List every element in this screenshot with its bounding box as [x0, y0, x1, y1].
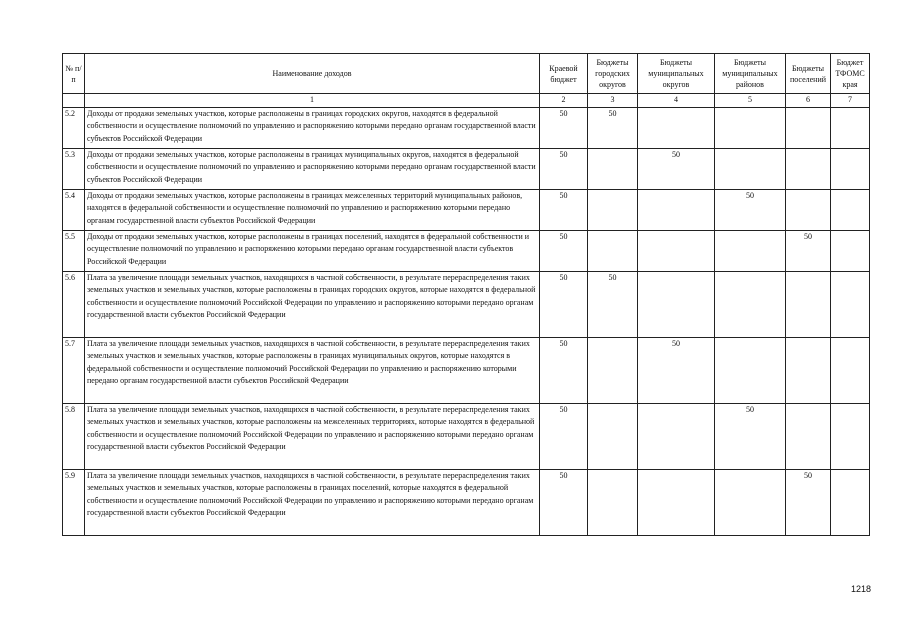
value-municipal-raionov: [715, 107, 786, 148]
value-poselenii: 50: [786, 469, 831, 535]
revenue-name: Плата за увеличение площади земельных участков, находящихся в частной собственности, в результате перераспределения таких земельных участков и земельных участков, которые расположены на межселенных территориях, которые находятся в федеральной собственности и осуществление полномочий Российской Федерации по управлению и распоряжению которыми передано органам государственной власти субъектов Российской Федерации: [85, 403, 540, 469]
value-municipal-okrugov: 50: [638, 148, 715, 189]
value-kraevoi: 50: [540, 107, 588, 148]
value-poselenii: [786, 403, 831, 469]
value-kraevoi: 50: [540, 271, 588, 337]
column-number: 7: [831, 94, 870, 108]
value-tfoms: [831, 230, 870, 271]
value-gorodskih: [588, 337, 638, 403]
value-municipal-okrugov: [638, 189, 715, 230]
header-gorodskih: Бюджеты городских округов: [588, 54, 638, 94]
value-municipal-raionov: [715, 148, 786, 189]
row-number: 5.6: [63, 271, 85, 337]
table-row: [63, 107, 870, 148]
column-number-blank: [63, 94, 85, 108]
row-number: 5.7: [63, 337, 85, 403]
value-tfoms: [831, 469, 870, 535]
value-gorodskih: [588, 148, 638, 189]
value-kraevoi: 50: [540, 337, 588, 403]
column-number: 5: [715, 94, 786, 108]
table-row: [63, 337, 870, 403]
header-municipal-okrugov: Бюджеты муниципальных округов: [638, 54, 715, 94]
revenue-distribution-table: [62, 53, 870, 536]
table-row: [63, 469, 870, 535]
table-row: [63, 189, 870, 230]
value-municipal-okrugov: [638, 107, 715, 148]
row-number: 5.4: [63, 189, 85, 230]
value-municipal-raionov: [715, 337, 786, 403]
page-number: 1218: [851, 584, 872, 594]
value-tfoms: [831, 189, 870, 230]
value-gorodskih: [588, 189, 638, 230]
value-gorodskih: [588, 403, 638, 469]
column-number: 6: [786, 94, 831, 108]
value-municipal-okrugov: [638, 271, 715, 337]
revenue-name: Плата за увеличение площади земельных участков, находящихся в частной собственности, в результате перераспределения таких земельных участков и земельных участков, которые расположены в границах городских округов, которые находятся в федеральной собственности и осуществление полномочий Российской Федерации по управлению и распоряжению которыми передано органам государственной власти субъектов Российской Федерации: [85, 271, 540, 337]
value-poselenii: [786, 107, 831, 148]
value-gorodskih: [588, 230, 638, 271]
value-gorodskih: [588, 469, 638, 535]
value-municipal-okrugov: [638, 403, 715, 469]
value-municipal-okrugov: [638, 230, 715, 271]
value-poselenii: [786, 337, 831, 403]
revenue-name: Доходы от продажи земельных участков, которые расположены в границах муниципальных округов, находятся в федеральной собственности и осуществление полномочий по управлению и распоряжению которыми передано органам государственной власти субъектов Российской Федерации: [85, 148, 540, 189]
column-number: 3: [588, 94, 638, 108]
value-tfoms: [831, 403, 870, 469]
value-poselenii: [786, 148, 831, 189]
value-kraevoi: 50: [540, 469, 588, 535]
revenue-name: Доходы от продажи земельных участков, которые расположены в границах межселенных территорий муниципальных районов, находятся в федеральной собственности и осуществление полномочий по управлению и распоряжению которыми передано органам государственной власти субъектов Российской Федерации: [85, 189, 540, 230]
header-kraevoi: Краевой бюджет: [540, 54, 588, 94]
revenue-name: Доходы от продажи земельных участков, которые расположены в границах городских округов, находятся в федеральной собственности и осуществление полномочий по управлению и распоряжению которыми передано органам государственной власти субъектов Российской Федерации: [85, 107, 540, 148]
header-name: Наименование доходов: [85, 54, 540, 94]
column-number-row: [63, 94, 870, 108]
value-municipal-raionov: [715, 271, 786, 337]
value-municipal-raionov: 50: [715, 403, 786, 469]
row-number: 5.8: [63, 403, 85, 469]
table-row: [63, 230, 870, 271]
header-no: № п/п: [63, 54, 85, 94]
value-municipal-raionov: 50: [715, 189, 786, 230]
value-gorodskih: 50: [588, 107, 638, 148]
row-number: 5.5: [63, 230, 85, 271]
column-number: 2: [540, 94, 588, 108]
revenue-name: Плата за увеличение площади земельных участков, находящихся в частной собственности, в результате перераспределения таких земельных участков и земельных участков, которые расположены в границах поселений, которые находятся в федеральной собственности и осуществление полномочий Российской Федерации по управлению и распоряжению которыми передано органам государственной власти субъектов Российской Федерации: [85, 469, 540, 535]
row-number: 5.2: [63, 107, 85, 148]
header-row: [63, 54, 870, 94]
value-kraevoi: 50: [540, 148, 588, 189]
header-poselenii: Бюджеты поселений: [786, 54, 831, 94]
value-municipal-okrugov: [638, 469, 715, 535]
value-gorodskih: 50: [588, 271, 638, 337]
column-number: 1: [85, 94, 540, 108]
value-poselenii: [786, 189, 831, 230]
value-poselenii: [786, 271, 831, 337]
value-poselenii: 50: [786, 230, 831, 271]
row-number: 5.3: [63, 148, 85, 189]
value-municipal-okrugov: 50: [638, 337, 715, 403]
value-tfoms: [831, 271, 870, 337]
value-kraevoi: 50: [540, 230, 588, 271]
value-municipal-raionov: [715, 230, 786, 271]
header-municipal-raionov: Бюджеты муниципальных районов: [715, 54, 786, 94]
header-tfoms: Бюджет ТФОМС края: [831, 54, 870, 94]
value-kraevoi: 50: [540, 403, 588, 469]
table-row: [63, 271, 870, 337]
value-municipal-raionov: [715, 469, 786, 535]
row-number: 5.9: [63, 469, 85, 535]
column-number: 4: [638, 94, 715, 108]
value-tfoms: [831, 148, 870, 189]
value-tfoms: [831, 337, 870, 403]
table-row: [63, 403, 870, 469]
table-row: [63, 148, 870, 189]
value-kraevoi: 50: [540, 189, 588, 230]
value-tfoms: [831, 107, 870, 148]
revenue-name: Плата за увеличение площади земельных участков, находящихся в частной собственности, в результате перераспределения таких земельных участков и земельных участков, которые расположены в границах муниципальных округов, которые находятся в федеральной собственности и осуществление полномочий Российской Федерации по управлению и распоряжению которыми передано органам государственной власти субъектов Российской Федерации: [85, 337, 540, 403]
revenue-name: Доходы от продажи земельных участков, которые расположены в границах поселений, находятся в федеральной собственности и осуществление полномочий по управлению и распоряжению которыми передано органам государственной власти субъектов Российской Федерации: [85, 230, 540, 271]
